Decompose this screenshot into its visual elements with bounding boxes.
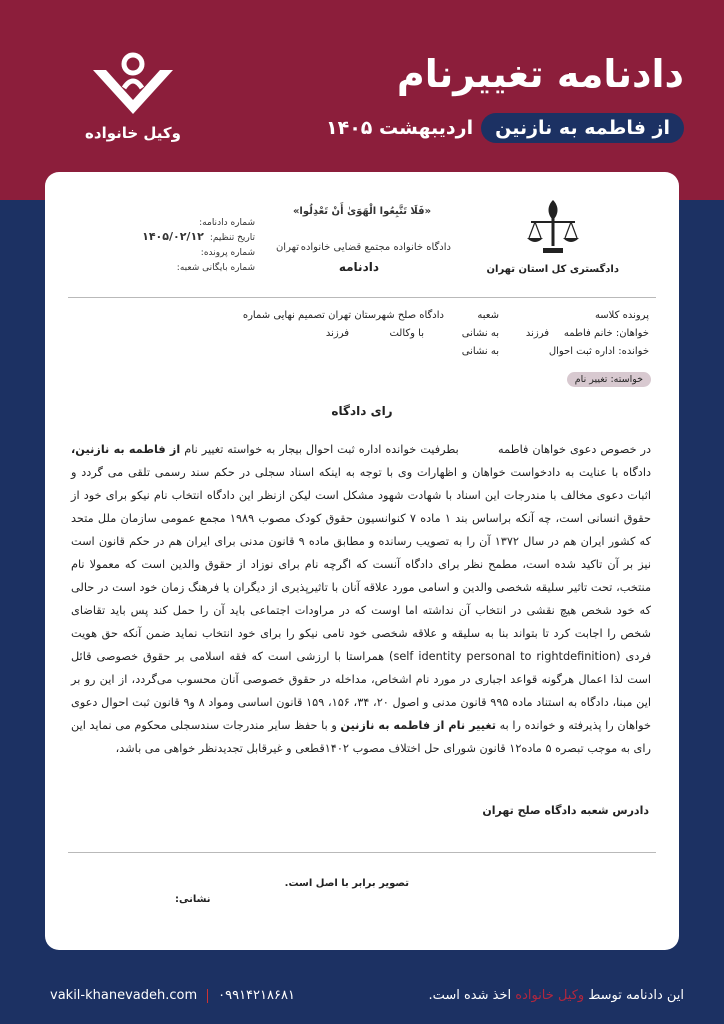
party-row-case [219,310,649,328]
plaintiff-label: خواهان: خانم فاطمه [563,328,649,339]
party-row-plaintiff [219,328,649,346]
judge-signature-line: دادرس شعبه دادگاه صلح تهران [482,804,649,817]
subtitle-row [326,113,684,143]
brand-logo-text: وکیل خانواده [85,124,181,142]
court-decision-label: دادگاه صلح شهرستان تهران تصمیم نهایی شماره [242,310,444,321]
ruling-text: دادگاه با عنایت به دادخواست خواهان و اظهارات وی با توجه به اینکه اسناد سجلی در حکم سند رسمی تلقی می گردد و اثبات دعوی مخالف با مندرجات این اسناد با شهادت شهود مشکل است لیکن ازنظر این دادگاه انتخاب نام نیکو برای خود از حقوق انسانی است، چه آنکه براساس بند ۱ ماده ۷ کنوانسیون حقوق کودک مصوب ۱۹۸۹ مجمع عمومی سازمان ملل متحد که کشور ایران هم در سال ۱۳۷۲ آن را به تصویب رسانده و مطابق ماده ۹ قانون مدنی برای ایران هم در حکم قانون است نیز بر آن تاکید شده است، مطمح نظر برای دادگاه آنست که اگرچه نام برای نوزاد از حقوق والدین است که معمولا نام منتخب، تحت تاثیر سلیقه شخصی والدین و اسامی مورد علاقه آنان با تاثیرپذیری از دیگران یا فرهنگ زمان خود است در حالی که خود شخص هیچ نقشی در انتخاب آن نداشته اما اوست که در مراودات اجتماعی باید آن را حمل کند پس باید تقاضای شخص را اجابت کرد تا بتواند بنا به سلیقه و علاقه شخصی خود نامی نیکو را برای خود انتخاب نماید ضمن آنکه حق هویت فردی (self identity personal to rightdefinition) همراستا با ارزشی است که فقه اسلامی بر حقوق خصوصی قائل است لذا اعمال هرگونه قواعد اجباری در مورد نام اشخاص، مداخله در حقوق خصوصی آنان محسوب می‌گردد، از این رو بر این مبنا، دادگاه به استناد ماده ۹۹۵ قانون مدنی و اصول ۲۰، ۳۴، ۱۵۶، ۱۵۹ قانون اساسی ومواد ۸ و۹ قانون ثبت احوال دعوی خواهان را پذیرفته و خوانده را به [71,466,651,732]
ruling-heading: رای دادگاه [331,404,393,418]
ruling-body [71,438,651,760]
footer-note-text: اخذ شده است. [428,988,512,1003]
footer-phone[interactable]: ۰۹۹۱۴۲۱۸۶۸۱ [218,988,295,1003]
document-type: دادنامه [338,260,379,274]
ruling-highlight: از فاطمه به نازنین، [71,443,181,456]
party-row-defendant [219,346,649,364]
quran-verse: «فَلَا تَتَّبِعُوا الْهَوَىٰ أَنْ تَعْدِلُوا» [292,206,432,217]
attorney-label: با وکالت [389,328,424,339]
document-metadata [105,214,255,274]
ruling-highlight: تغییر نام از فاطمه به نازنین [340,719,496,732]
defendant-label: خوانده: اداره ثبت احوال [548,346,649,357]
plaintiff-address-label: به نشانی [461,328,499,339]
meta-label: شماره پرونده: [200,248,255,258]
footer-contact [50,988,295,1003]
ruling-text: بطرفیت خوانده اداره ثبت احوال بیجار به خواسته تغییر نام [184,443,459,456]
meta-row-issue-date [105,229,255,244]
judiciary-name: دادگستری کل استان تهران [486,264,619,275]
footer-note [428,988,684,1003]
footer-website-link[interactable]: vakil-khanevadeh.com [50,988,198,1003]
case-class-label: پرونده کلاسه [594,310,649,321]
court-city: تهران [275,242,299,253]
footer-brand: وکیل خانواده [515,988,585,1003]
brand-logo[interactable] [78,52,188,148]
document-card [45,172,679,950]
ruling-text: و با حفظ سایر مندرجات سندسجلی محکوم می نماید این رای به موجب تبصره ۵ ماده۱۲ قانون شورای حل اختلاف مصوب ۱۴۰۲قطعی و غیرقابل تجدیدنظر خواهی می باشد، [71,719,651,755]
claim-tag: خواسته: تغییر نام [567,372,651,387]
ruling-text: در خصوص دعوی خواهان فاطمه [498,443,652,456]
meta-row-verdict-number [105,214,255,229]
meta-label: شماره بایگانی شعبه: [176,263,255,273]
court-name: دادگاه خانواده مجتمع قضایی خانواده [300,242,451,253]
divider [68,297,656,298]
subtitle-badge: از فاطمه به نازنین [481,113,684,143]
meta-value: ۱۴۰۵/۰۲/۱۲ [142,230,204,243]
defendant-address-label: به نشانی [461,346,499,357]
meta-row-case-number [105,244,255,259]
meta-label: شماره دادنامه: [199,218,255,228]
footer-note-text: این دادنامه توسط [588,988,684,1003]
divider [68,852,656,853]
address-label: نشانی: [175,894,211,905]
attorney-father-label: فرزند [325,328,349,339]
case-parties [219,310,649,364]
meta-label: تاریخ تنظیم: [209,233,255,243]
brand-logo-icon [88,52,178,122]
certification-text: تصویر برابر با اصل است. [284,878,409,889]
footer-separator [207,989,208,1003]
page-title: دادنامه تغییرنام [396,52,684,96]
subtitle-date: اردیبهشت ۱۴۰۵ [326,117,474,139]
meta-row-archive-number [105,259,255,274]
plaintiff-father-label: فرزند [525,328,549,339]
branch-label: شعبه [477,310,499,321]
